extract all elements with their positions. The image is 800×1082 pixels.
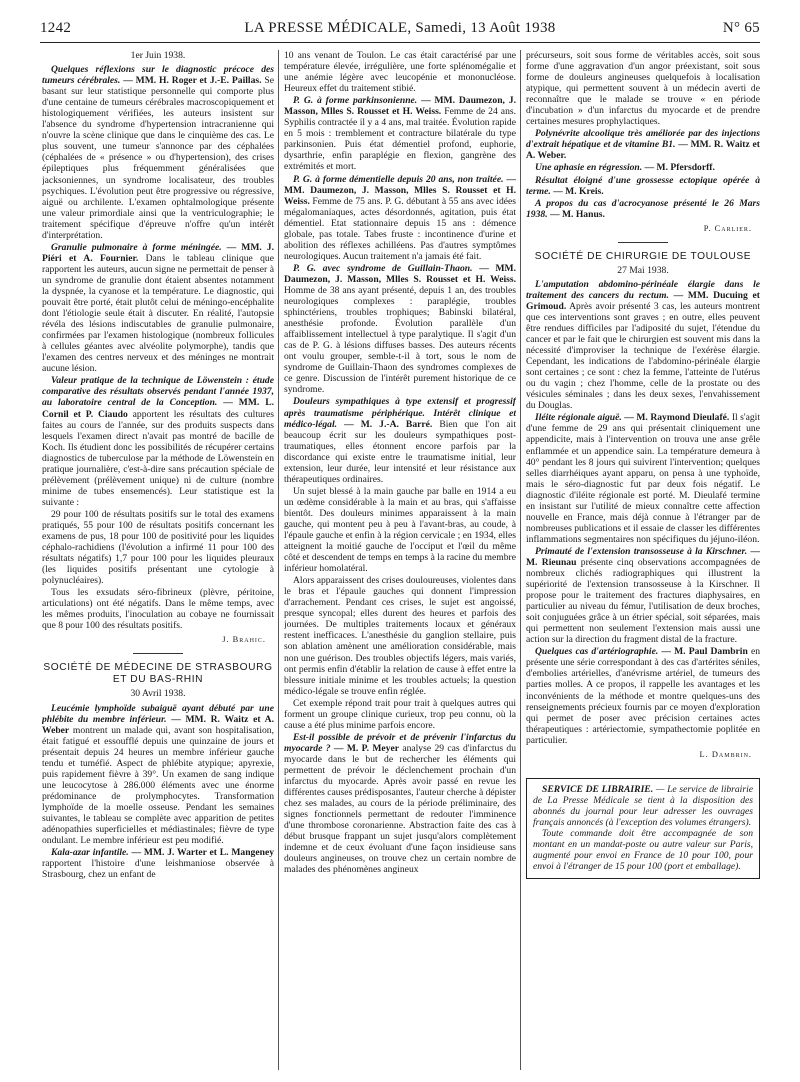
journal-title: LA PRESSE MÉDICALE, Samedi, 13 Août 1938 (244, 20, 556, 36)
article-paragraph: Un sujet blessé à la main gauche par balle en 1914 a eu un œdème considérable à la main et au bras, qui s'affaisse bientôt. Des douleurs minimes apparaissent à la main gauche, qui montent peu à peu à l'avant-bras, au coude, à l'épaule gauche et enfin à la région cervicale ; en 1934, elles atteignent la moitié gauche de l'occiput et l'œil du même côté et descendent de temps en temps à la racine du membre inférieur homolatéral. (284, 485, 516, 575)
article (526, 175, 760, 197)
article-body: Femme de 75 ans. P. G. débutant à 55 ans avec idées mégalomaniaques, actes désordonnés, agitation, puis état démentiel. Etat stationnaire depuis 15 ans : démence globale, pas totale. Tabes fruste : incontinence d'urine et abolition des réflexes achilléens. Pas d'autres symptômes neurologiques. Aucun traitement n'a jamais été fait. (284, 195, 516, 262)
article-paragraph: Tous les exsudats séro-fibrineux (plèvre, péritoine, articulations) ont été négatifs. Dans le même temps, avec les mêmes produits, l'inoculation au cobaye ne fournissait que 8 pour 100 des résultats positifs. (42, 587, 274, 632)
article (284, 95, 516, 172)
article-title: L'amputation abdomino-périnéale élargie dans le traitement des cancers du rectum. (526, 278, 760, 301)
article (284, 396, 516, 484)
article-body: Bien que l'on ait beaucoup écrit sur les douleurs sympathiques post-traumatiques, elles étonnent encore parfois par la discordance qui existe entre le traumatisme initial, leur extension, leur durée, leur intensité et leur résistance aux thérapeutiques ordinaires. (284, 418, 516, 485)
article-title: Valeur pratique de la technique de Löwenstein : étude comparative des résultats observés pendant l'année 1937, au laboratoire central de la Conception. (42, 375, 274, 409)
article (526, 412, 760, 545)
article (526, 198, 760, 220)
article-body: présente cinq observations accompagnées de nombreux clichés radiographiques qui illustrent la supériorité de l'extension transosseuse à la Kirschner. Il propose pour le traitement des fractures diaphysaires, en particulier au niveau du fémur, l'utilisation de deux broches, soit conjuguées grâce à un étrier spécial, soit séparées, mais qui permettent non seulement l'extension mais aussi une action sur la direction du fragment distal de la fracture. (526, 556, 760, 646)
article-authors: — MM. L. Cornil et P. Ciaudo (42, 397, 274, 420)
article-title: A propos du cas d'acrocyanose présenté le 26 Mars 1938. (526, 197, 760, 220)
meeting-date: 27 Mai 1938. (617, 264, 669, 276)
article-body: analyse 29 cas d'infarctus du myocarde dans le but de rechercher les éléments qui permettent de prévoir le déclenchement prochain d'un infarctus du myocarde. Après avoir passé en revue les différentes causes prédisposantes, l'auteur cherche à dépister chez ses malades, au cours de la période préliminaire, des signes fonctionnels permettant de redouter l'imminence d'une thrombose coronarienne. Abstraction faite des cas à début brusque frappant un sujet jusqu'alors complètement indemne et de ceux évoluant d'une façon insidieuse sans douleurs angineuses, on trouve chez un certain nombre de malades des phénomènes angineux (284, 742, 516, 876)
article-body: en présente une série correspondant à des cas d'artérites séniles, d'embolies artérielles, d'anévrisme artériel, de tumeurs des parties molles. A ce propos, il rappelle les avantages et les inconvénients de la méthode et montre quelques-uns des renseignements précieux fournis par ce moyen d'exploration qui permet de poser avec précision certaines actes thérapeutiques : artériectomie, sympathectomie poplitée en particulier. (526, 646, 760, 746)
article-authors: — MM. Daumezon, J. Masson, Mlles S. Rousset et H. Weiss. (284, 95, 516, 118)
article (284, 263, 516, 396)
page-header (40, 20, 760, 42)
section-heading: SOCIÉTÉ DE CHIRURGIE DE TOULOUSE (534, 250, 752, 262)
meeting-date: 30 Avril 1938. (130, 688, 186, 700)
section-rule (618, 242, 668, 243)
article-paragraph: 29 pour 100 de résultats positifs sur le total des examens pratiqués, 55 pour 100 de résultats positifs concernant les examens de pus, 18 pour 100 de positivité pour les liquides céphalo-rachidiens (l'évolution a infirmé 11 pour 100 des résultats négatifs) 1,7 pour 100 pour les liquides pleuraux (les liquides positifs présentant une cytologie à polynucléaires). (42, 508, 274, 587)
column-right (526, 50, 760, 1072)
column-left (42, 50, 274, 1072)
article-authors: — M. Kreis. (553, 185, 604, 197)
article (42, 703, 274, 847)
article (42, 847, 274, 880)
article-title: Primauté de l'extension transosseuse à la Kirschner. (535, 545, 748, 557)
article-authors: — M. J.-A. Barré. (344, 418, 433, 430)
signature: P. Carlier. (703, 223, 752, 233)
article-authors: — M. P. Meyer (333, 742, 399, 754)
column-separator (278, 50, 279, 1070)
article (526, 646, 760, 745)
article-title: P. G. à forme démentielle depuis 20 ans, non traitée. (293, 173, 504, 185)
page-number: 1242 (40, 20, 72, 36)
article-authors: — M. Paul Dambrin (661, 646, 748, 658)
article-title: Une aphasie en régression. (535, 162, 643, 174)
article-continuation: 10 ans venant de Toulon. Le cas était caractérisé par une température élevée, irrégulière, une forte splénomégalie et une anémie légère avec leucopénie et mononucléose. Heureux effet du traitement stibié. (284, 50, 516, 95)
header-rule (40, 42, 760, 43)
article-body: apportent les résultats des cultures faites au cours de l'année, sur des produits suspects dans lesquels l'examen direct n'avait pas montré de bacille de Koch. Ils étudient donc les possibilités de récupérer certains diagnostics de tuberculose par la méthode de Löwenstein en pratique journalière, c'est-à-dire sans précaution spéciale de prélèvement (prélèvement unique) ni de culture (nombre minime de tubes ensemencés). Leur statistique est la suivante : (42, 408, 274, 508)
signature: J. Brahic. (222, 635, 266, 645)
article-authors: — M. Hanus. (550, 208, 605, 220)
issue-number: N° 65 (722, 20, 760, 36)
column-separator (520, 50, 521, 1070)
article-authors: — MM. H. Roger et J.-E. Paillas. (123, 75, 262, 87)
article-authors: — M. Pfersdorff. (644, 162, 715, 174)
article-title: Granulie pulmonaire à forme méningée. (51, 241, 222, 253)
article-title: P. G. avec syndrome de Guillain-Thaon. (293, 262, 473, 274)
article-authors: — MM. Daumezon, J. Masson, Mlles S. Rousset et H. Weiss. (284, 262, 516, 285)
column-middle (284, 50, 516, 1072)
notice-text: — Le service de librairie de La Presse Médicale se tient à la disposition des abonnés du journal pour leur adresser les ouvrages français annoncés (à l'exception des volumes étrangers). (533, 783, 754, 829)
article (42, 242, 274, 375)
article-title: Leucémie lymphoïde subaiguë ayant débuté par une phlébite du membre inférieur. (42, 702, 274, 725)
article-continuation: précurseurs, soit sous forme de véritables accès, soit sous forme d'une aggravation d'un angor préexistant, soit sous forme de douleurs angineuses quelquefois à localisation atypique, qui permettent souvent à un médecin averti de reconnaître que le malade se trouve « en période d'incubation » d'un infarctus du myocarde et de prendre certaines mesures prophylactiques. (526, 50, 760, 128)
meeting-date: 1er Juin 1938. (130, 50, 186, 61)
library-service-notice (526, 778, 760, 879)
notice-title: SERVICE DE LIBRAIRIE. (542, 783, 654, 795)
article-authors: — MM. R. Waitz et A. Weber. (526, 139, 760, 162)
article-title: Polynévrite alcoolique très améliorée par des injections d'extrait hépatique et de vitamine B1. (526, 128, 760, 151)
article-authors: — MM. Ducuing et Grimoud. (526, 289, 760, 312)
article-body: Homme de 38 ans ayant présenté, depuis 1 an, des troubles neurologiques complexes : paraplégie, troubles sphinctériens, troubles trophiques; Babinski bilatéral, anesthésie profonde. Évolution parallèle d'un affaiblissement intellectuel à type paralytique. Il s'agit d'un cas de P. G. à lésions diffuses basses. Des auteurs récents ont voulu grouper, semble-t-il à tort, sous le nom de syndrome de Guillain-Thaon des syndromes complexes de ce genre. Discussion de l'intérêt purement historique de ce syndrome. (284, 284, 516, 396)
article (42, 64, 274, 241)
article-authors: — MM. J. Piéri et A. Fournier. (42, 241, 274, 264)
section-heading: SOCIÉTÉ DE MÉDECINE DE STRASBOURG ET DU BAS-RHIN (43, 662, 273, 686)
article (42, 375, 274, 508)
article (284, 174, 516, 262)
article (526, 128, 760, 161)
article-paragraph: Cet exemple répond trait pour trait à quelques autres qui forment un groupe clinique curieux, trop peu connu, où la cause a été plus minime parfois encore. (284, 697, 516, 731)
section-rule (133, 653, 183, 654)
article-authors: — MM. Daumezon, J. Masson, Mlles S. Rousset et H. Weiss. (284, 173, 516, 207)
article-authors: — MM. R. Waitz et A. Weber (42, 713, 274, 736)
article (284, 732, 516, 876)
article-title: Kala-azar infantile. (51, 847, 129, 859)
article-body: Femme de 24 ans. Syphilis contractée il y a 4 ans, mal traitée. Évolution rapide en 5 mois : tremblement et contracture bilatérale du type parkinsonien. Puis état démentiel profond, euphorie, dysarthrie, enfin paraplégie en flexion, gangrène des extrémités et mort. (284, 106, 516, 173)
article-authors: — M. Raymond Dieulafé. (624, 412, 730, 424)
signature: L. Dambrin. (699, 749, 752, 759)
article (526, 162, 760, 173)
article-title: Quelques réflexions sur le diagnostic précoce des tumeurs cérébrales. (42, 64, 274, 87)
article (526, 546, 760, 645)
article (526, 279, 760, 412)
notice-text: Toute commande doit être accompagnée de son montant en un mandat-poste ou autre valeur sur Paris, augmenté pour envoi en France de 10 pour 100, pour envoi à l'étranger de 15 pour 100 (port et emballage). (533, 828, 753, 873)
article-body: Se basant sur leur statistique personnelle qui comporte plus d'une centaine de tumeurs cérébrales macroscopiquement et histologiquement vérifiées, les auteurs insistent sur l'absence du syndrome d'hypertension intracranienne qui n'ouvre la scène clinique que dans le cinquième des cas. Le plus souvent, une tumeur s'annonce par des céphalées (céphalées de « présence » ou d'hypertension), des crises épileptiques plus fréquemment généralisées que jacksoniennes, un syndrome localisateur, des troubles psychiques. L'évolution peut être progressive ou régressive, aiguë ou archilente. L'examen ophtalmologique présente une valeur primordiale ainsi que la ventriculographie; le traitement spécifique d'épreuve n'offre qu'un intérêt d'interprétation. (42, 75, 274, 241)
article-body: Il s'agit d'une femme de 29 ans qui présentait cliniquement une appendicite, mais à l'intervention on trouva une anse grêle enflammée et un appendice sain. La température demeura à 40° pendant les 8 jours qui suivirent l'intervention; quelques selles diarrhéiques ayant apparu, on pensa à une typhoïde, mais le séro-diagnostic fut par deux fois négatif. Le diagnostic d'iléite régionale est porté. M. Dieulafé termine en insistant sur l'utilité de mieux connaître cette affection nouvelle en France, mais déjà connue à l'étranger par de nombreuses publications et il essaie de classer les différentes inflammations segmentaires non spécifiques du jéjuno-iléon. (526, 412, 760, 545)
article-title: Est-il possible de prévoir et de prévenir l'infarctus du myocarde ? (284, 731, 516, 754)
article-title: Douleurs sympathiques à type extensif et progressif après traumatisme périphérique. Intérêt clinique et médico-légal. (284, 396, 516, 430)
article-title: P. G. à forme parkinsonienne. (293, 95, 418, 107)
article-title: Quelques cas d'artériographie. (535, 646, 659, 658)
article-body: rapportent l'histoire d'une leishmaniose observée à Strasbourg, chez un enfant de (42, 858, 274, 881)
article-title: Iléite régionale aiguë. (535, 412, 622, 424)
article-authors: — M. Rieunau (526, 545, 760, 568)
article-title: Résultat éloigné d'une grossesse ectopique opérée à terme. (526, 174, 760, 197)
article-body: montrent un malade qui, avant son hospitalisation, était fatigué et essoufflé depuis une quinzaine de jours et présentait depuis 24 heures un membre inférieur gauche tendu et tuméfié. Aspect de phlébite atypique; apyrexie, puis rapidement fièvre à 39°. Un examen de sang indique une leucocytose à 286.000 éléments avec une énorme prédominance de prolymphocytes. Transformation lymphoïde de la moelle osseuse. Pendant les semaines suivantes, le tableau se complète avec apparition de petites adénopathies superficielles et médiastinales; fièvre de type ondulant. Le membre inférieur est peu modifié. (42, 724, 274, 847)
article-authors: — MM. J. Warter et L. Mangeney (131, 847, 274, 859)
article-paragraph: Alors apparaissent des crises douloureuses, violentes dans le bras et l'épaule gauches qui donnent l'impression d'arrachement. Pendant ces crises, le sujet est angoissé, presque syncopal; elles durent des heures et parfois des journées. De multiples traitements locaux et généraux restent inefficaces. L'anesthésie du ganglion stellaire, puis son ablation amènent une amélioration considérable, mais non une guérison. Des troubles objectifs légers, mais variés, ont permis enfin d'établir la relation de cause à effet entre la blessure initiale minime et les troubles actuels; la question médico-légale se trouve enfin réglée. (284, 575, 516, 697)
article-body: Après avoir présenté 3 cas, les auteurs montrent que ces interventions sont graves ; en outre, elles peuvent être rendues difficiles par l'adiposité du sujet, l'étendue du cancer et par le fait que le chirurgien est souvent mis dans la nécessité d'improviser la technique de l'exérèse élargie. Cependant, les indications de l'abdomino-périnéale élargie sont certaines ; ce sont : chez la femme, l'atteinte de l'utérus ou du vagin ; chez l'homme, celle de la prostate ou des vésicules séminales ; dans les deux sexes, l'envahissement du Douglas. (526, 300, 760, 412)
article-body: Dans le tableau clinique que rapportent les auteurs, aucun signe ne permettait de penser à un syndrome de granulie dont étaient absentes notamment la dyspnée, la cyanose et la température. Le diagnostic, qui pouvait être porté, était plutôt celui de méningo-encéphalite dont l'étiologie seule était à discuter. En réalité, l'autopsie révéla des lésions indiscutables de granulie pulmonaire, confirmées par l'examen histologique (nombreux follicules à cellules géantes avec alvéolite polymorphe), tandis que l'examen des centres nerveux et des méninges ne montrait aucune lésion. (42, 252, 274, 375)
